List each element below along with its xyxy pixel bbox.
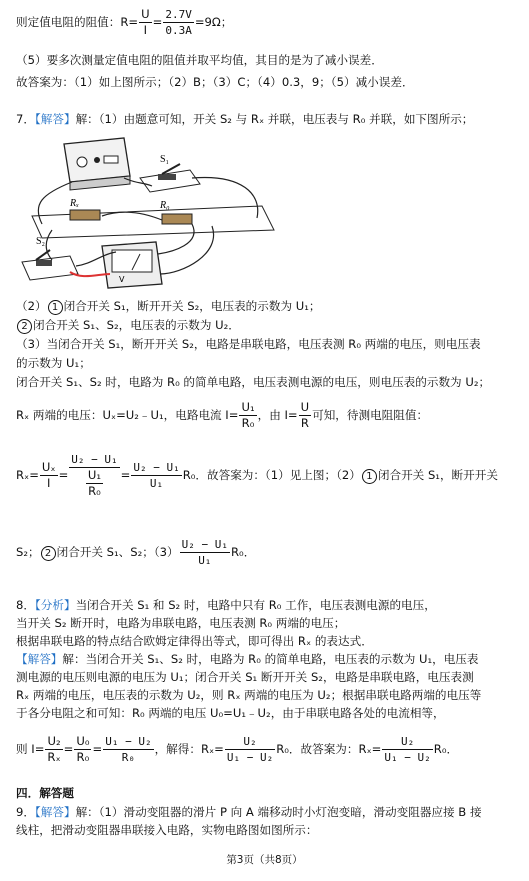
page-footer: 第3页（共8页） <box>226 854 303 866</box>
text-line: （3）当闭合开关 S₁，断开开关 S₂，电路是串联电路，电压表测 R₀ 两端的电压，则电压表 <box>16 337 481 351</box>
fraction: $\frac{\text{U₂ − U₁}}{\text{U₁}}$ <box>133 461 180 490</box>
fraction: $\frac{\text{U₀}}{\text{R₀}}$ <box>76 734 90 764</box>
text-line: 测电源的电压则电源的电压为 U₁；闭合开关 S₁ 断开开关 S₂，电路是串联电路，电压表测 <box>16 670 474 684</box>
compound-fraction: $\frac{\text{U₂ − U₁}}{\frac{\text{U₁}}{\text{R₀}}}$ <box>71 453 118 498</box>
answer-2-line2: 2 闭合开关 S₁、S₂，电压表的示数为 U₂． <box>16 317 240 334</box>
question-9-header: 9．【解答】解：（1）滑动变阻器的滑片 P 向 A 端移动时小灯泡变暗，滑动变阻器应接 B 接 <box>16 805 482 819</box>
question-8-header: 8．【分析】当闭合开关 S₁ 和 S₂ 时，电路中只有 R₀ 工作，电压表测电源的电压， <box>16 598 436 612</box>
fraction: $\frac{\text{U₂ − U₁}}{\text{U₁}}$ <box>181 538 228 567</box>
text-line: Rₓ 两端的电压，电压表的示数为 U₂，则 Rₓ 两端的电压为 U₂；根据串联电路两端的电压等 <box>16 688 482 702</box>
s1-label: S₁ <box>160 154 170 165</box>
text-line: 闭合开关 S₁、S₂ 时，电路为 R₀ 的简单电路，电压表测电源的电压，则电压表的示数为 U₂； <box>16 375 491 389</box>
text-line: 根据串联电路的特点结合欧姆定律得出等式，即可得出 Rₓ 的表达式． <box>16 634 373 648</box>
question-7-header: 7．【解答】解：（1）由题意可知，开关 S₂ 与 Rₓ 并联，电压表与 R₀ 并联，如下图所示； <box>16 112 474 126</box>
fraction: $\frac{2.7V}{0.3A}$ <box>165 8 192 37</box>
current-formula-line: Rₓ 两端的电压：Uₓ=U₂﹣U₁，电路电流 I= $\frac{\text{U₁}}{\text{R₀}}$ ，由 I= $\frac{U}{R}$ 可知，待测电阻阻值： <box>16 400 429 430</box>
fraction: $\frac{U}{I}$ <box>141 7 150 37</box>
text-line: 于各分电阻之和可知：R₀ 两端的电压 U₀=U₁﹣U₂，由于串联电路各处的电流相等， <box>16 706 445 720</box>
fraction: $\frac{\text{U₂}}{\text{U₁ − U₂}}$ <box>226 735 274 764</box>
switch-s1 <box>140 154 200 192</box>
current-equation-line: 则 I= $\frac{\text{U₂}}{\text{Rₓ}}$ = $\frac{\text{U₀}}{\text{R₀}}$ = $\frac{\text{U₁ − U₂}}{\text{R₀}}$ ，解得：Rₓ= $\frac{\text{U₂}}{\text{U₁ − U₂}}$ R₀．故答案为：Rₓ= $\frac{\text{U₂}}{\text{U₁ − U₂}}$ R₀． <box>16 734 459 764</box>
text-line: 线柱，把滑动变阻器串联接入电路，实物电路图如图所示： <box>16 823 318 837</box>
fraction: $\frac{\text{U₁ − U₂}}{\text{R₀}}$ <box>105 735 152 764</box>
r0-label: R₀ <box>160 200 170 211</box>
fraction: $\frac{\text{U₂}}{\text{Rₓ}}$ <box>47 734 61 764</box>
fraction: $\frac{\text{U₁}}{\text{R₀}}$ <box>241 400 255 430</box>
answer-2-line1: （2） 1 闭合开关 S₁，断开开关 S₂，电压表的示数为 U₁； <box>16 299 321 313</box>
answer-8-line: 【解答】解：当闭合开关 S₁、S₂ 时，电路为 R₀ 的简单电路，电压表的示数为 U₁，电压表 <box>16 652 479 666</box>
fraction: $\frac{U}{R}$ <box>300 400 310 430</box>
final-answer-line: S₂； 2 闭合开关 S₁、S₂；（3） $\frac{\text{U₂ − U₁}}{\text{U₁}}$ R₀． <box>16 538 256 567</box>
resistor-board <box>32 198 274 238</box>
voltmeter-label: V <box>119 275 125 284</box>
s2-label: S₂ <box>36 236 46 247</box>
battery-box <box>64 138 130 190</box>
text-line: （5）要多次测量定值电阻的阻值并取平均值，其目的是为了减小误差． <box>16 53 383 67</box>
rx-formula-line: Rₓ= $\frac{\text{Uₓ}}{I}$ = $\frac{\text{U₂ − U₁}}{\frac{\text{U₁}}{\text{R₀}}}$ = $\frac{\text{U₂ − U₁}}{\text{U₁}}$ R₀．故答案为：（1）见上图；（2） 1 闭合开关 S₁，断开开关 <box>16 453 498 498</box>
resistance-formula-line: 则定值电阻的阻值：R= $\frac{U}{I}$ = $\frac{2.7V}{0.3A}$ =9Ω； <box>16 7 233 37</box>
text-line: 的示数为 U₁； <box>16 356 91 370</box>
text-line: 当开关 S₂ 断开时，电路为串联电路，电压表测 R₀ 两端的电压； <box>16 616 346 630</box>
fraction: $\frac{\text{U₁}}{\text{R₀}}$ <box>87 468 102 498</box>
voltmeter <box>102 242 162 288</box>
circuit-diagram <box>12 134 302 294</box>
section-heading: 四．解答题 <box>16 786 74 800</box>
rx-label: Rₓ <box>70 198 79 209</box>
fraction: $\frac{\text{U₂}}{\text{U₁ − U₂}}$ <box>384 735 431 764</box>
text-line: 故答案为：（1）如上图所示；（2）B；（3）C；（4）0.3，9；（5）减小误差． <box>16 75 414 89</box>
fraction: $\frac{\text{Uₓ}}{I}$ <box>41 460 56 490</box>
